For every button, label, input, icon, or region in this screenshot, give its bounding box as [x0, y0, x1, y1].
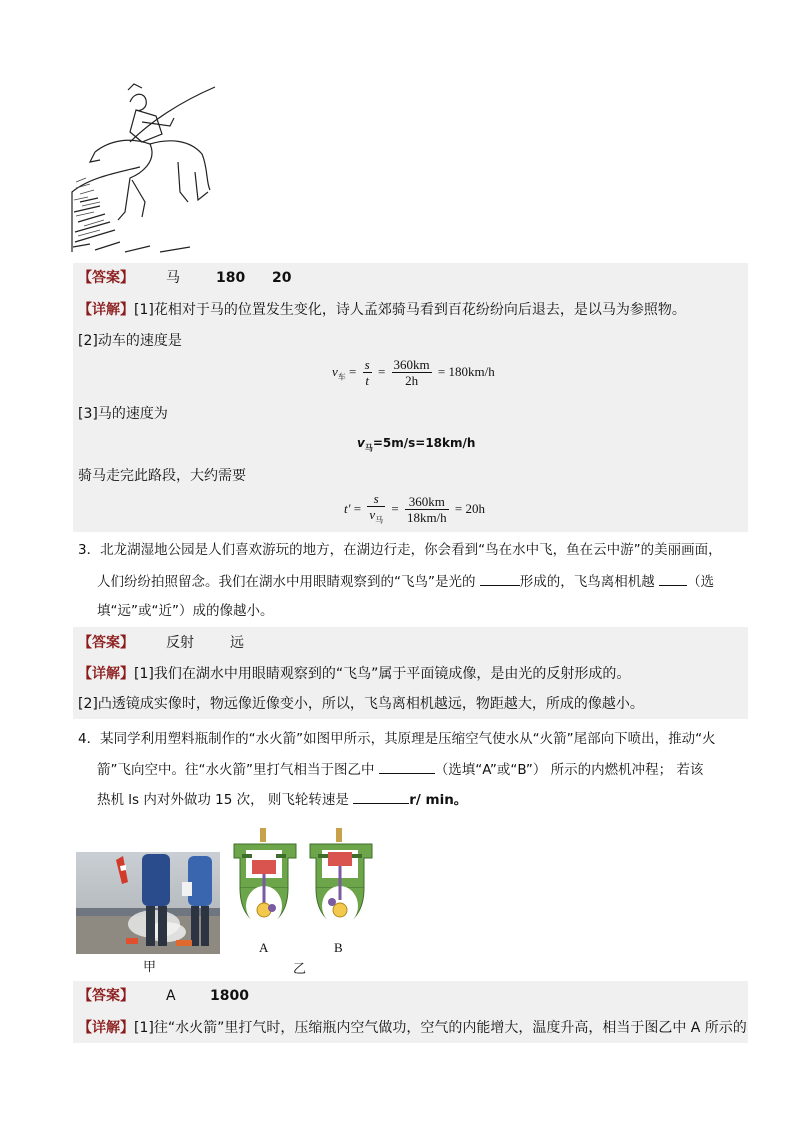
detail-tag: 【详解】: [78, 1020, 134, 1036]
formula-symbol: v: [357, 436, 365, 450]
answer-tag: 【答案】: [78, 270, 134, 286]
answer-row: [78, 633, 134, 653]
formula-subscript: 车: [337, 372, 346, 382]
answer-blank: [480, 571, 520, 586]
fraction-denominator: t: [365, 373, 369, 388]
formula-text: =5m/s=18km/h: [372, 436, 476, 450]
answer-value: 180: [216, 270, 246, 286]
fraction: [363, 358, 372, 388]
formula-text: =: [345, 363, 360, 379]
detail-line: [78, 1018, 747, 1038]
horse-rider-illustration: [70, 82, 218, 254]
answer-row: [78, 986, 134, 1006]
question-4-line: [97, 759, 703, 780]
formula-text: =: [350, 500, 365, 516]
answer-blank: [659, 571, 687, 586]
question-text: （选填“A”或“B”） 所示的内燃机冲程； 若该: [434, 762, 704, 778]
question-3-line: 填“远”或“近”）成的像越小。: [97, 603, 274, 619]
formula-subscript: 马: [375, 515, 384, 525]
detail-text: [1]我们在湖水中用眼睛观察到的“飞鸟”属于平面镜成像，是由光的反射形成的。: [134, 666, 631, 682]
question-4-line: 4．某同学利用塑料瓶制作的“水火箭”如图甲所示，其原理是压缩空气使水从“火箭”尾部向下喷出，推动“火: [78, 731, 716, 747]
question-text: 形成的，飞鸟离相机越: [519, 574, 660, 590]
formula-text: = 20h: [451, 500, 486, 516]
formula-horse-speed: [357, 436, 475, 453]
fraction-numerator: s: [364, 357, 370, 372]
engine-stroke-diagram: [230, 826, 380, 944]
figure-caption-jia: 甲: [143, 960, 157, 975]
question-4-line: [97, 789, 467, 810]
question-text: 箭”飞向空中。往“水火箭”里打气相当于图乙中: [97, 762, 379, 778]
detail-text: [1]花相对于马的位置发生变化，诗人孟郊骑马看到百花纷纷向后退去，是以马为参照物。: [134, 302, 686, 318]
detail-line: [78, 300, 686, 320]
answer-value: 反射: [166, 635, 194, 651]
fraction-denominator: [367, 507, 385, 528]
answer-blank: [379, 759, 435, 774]
detail-line: [2]动车的速度是: [78, 333, 182, 349]
detail-tag: 【详解】: [78, 666, 134, 682]
fraction: [367, 492, 385, 528]
answer-tag: 【答案】: [78, 635, 134, 651]
fraction-numerator: 360km: [405, 495, 449, 510]
detail-line: 骑马走完此路段，大约需要: [78, 468, 246, 484]
question-text: （选: [687, 574, 715, 590]
question-3-line: [97, 571, 714, 592]
question-text: 热机 ls 内对外做功 15 次， 则飞轮转速是: [97, 792, 354, 808]
formula-subscript: 马: [364, 443, 373, 453]
formula-symbol: t′: [344, 500, 351, 516]
figure-caption-yi: 乙: [293, 962, 307, 977]
formula-text: =: [388, 500, 402, 516]
detail-line: [78, 664, 630, 684]
detail-tag: 【详解】: [78, 302, 134, 318]
detail-line: [2]凸透镜成实像时，物远像近像变小，所以，飞鸟离相机越远，物距越大，所成的像越小。: [78, 696, 644, 712]
answer-value: 1800: [210, 988, 249, 1004]
answer-value: 20: [272, 270, 292, 286]
answer-value: 马: [166, 270, 180, 286]
fraction-numerator: s: [367, 492, 385, 507]
engine-label-b: B: [334, 940, 343, 955]
answer-value: 远: [230, 635, 244, 651]
question-3-line: 3．北龙湖湿地公园是人们喜欢游玩的地方，在湖边行走，你会看到“鸟在水中飞，鱼在云中游”的美丽画面，: [78, 542, 722, 558]
detail-line: [3]马的速度为: [78, 406, 168, 422]
answer-value: A: [166, 988, 176, 1004]
fraction-denominator: 18km/h: [406, 509, 447, 525]
formula-train-speed: [332, 358, 495, 388]
answer-blank: [353, 789, 409, 804]
detail-text: [1]往“水火箭”里打气时，压缩瓶内空气做功，空气的内能增大，温度升高，相当于图乙中 A 所示的: [134, 1020, 747, 1036]
fraction: [405, 495, 449, 525]
formula-symbol: v: [369, 507, 376, 522]
answer-tag: 【答案】: [78, 988, 134, 1004]
question-text: 人们纷纷拍照留念。我们在湖水中用眼睛观察到的“飞鸟”是光的: [97, 574, 480, 590]
formula-text: =: [374, 363, 389, 379]
water-rocket-photo: [76, 852, 220, 954]
formula-symbol: v: [332, 363, 338, 379]
engine-label-a: A: [259, 940, 269, 955]
answer-row: [78, 268, 134, 288]
fraction: [392, 358, 432, 388]
fraction-denominator: 2h: [405, 373, 419, 388]
fraction-numerator: 360km: [393, 357, 430, 372]
question-text: r/ min。: [409, 792, 468, 808]
formula-text: = 180km/h: [434, 363, 495, 379]
formula-travel-time: [344, 492, 485, 528]
